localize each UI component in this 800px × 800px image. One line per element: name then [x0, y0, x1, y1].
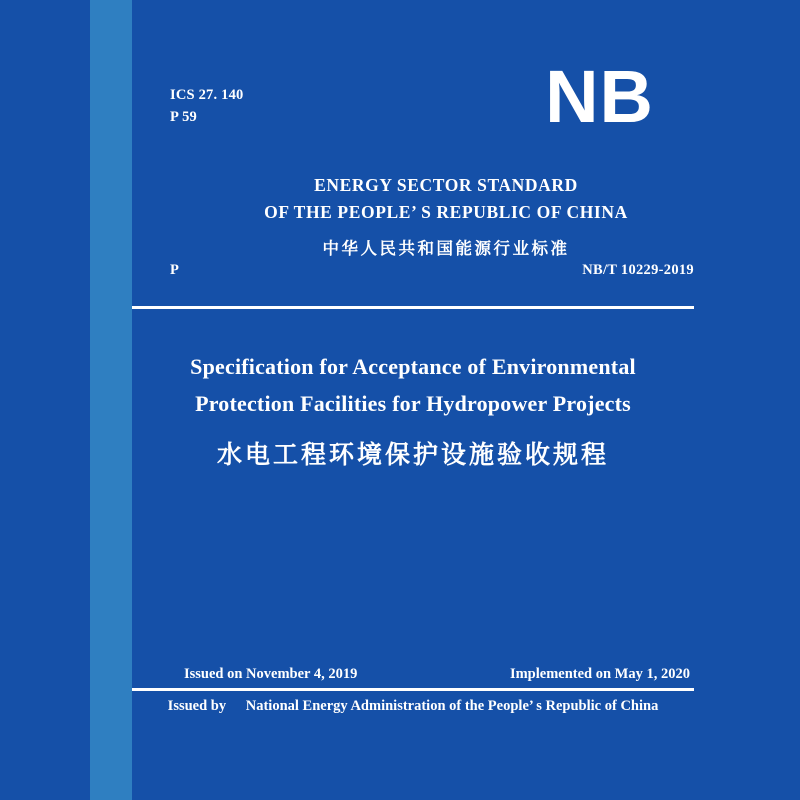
- class-code: P 59: [170, 109, 197, 126]
- divider-bottom: [132, 688, 694, 691]
- title-en-line2: Protection Facilities for Hydropower Projects: [195, 391, 631, 417]
- left-accent-band: [90, 0, 132, 800]
- standard-number: NB/T 10229-2019: [582, 262, 694, 278]
- issued-date: Issued on November 4, 2019: [184, 666, 358, 682]
- classification-codes: [170, 84, 244, 129]
- standard-name-en-line1: ENERGY SECTOR STANDARD: [314, 175, 578, 195]
- issuer-row: [132, 698, 694, 715]
- nb-logo: NB: [545, 55, 654, 138]
- standard-code-row: [132, 262, 760, 284]
- divider-top: [132, 306, 694, 309]
- implemented-date: Implemented on May 1, 2020: [509, 666, 690, 682]
- title-cn: 水电工程环境保护设施验收规程: [216, 439, 609, 469]
- standard-name-en-line2: OF THE PEOPLE’ S REPUBLIC OF CHINA: [264, 202, 628, 223]
- issuer-name: National Energy Administration of the People’ s Republic of China: [245, 698, 659, 714]
- ics-code: ICS 27. 140: [170, 87, 244, 103]
- issued-by-label: Issued by: [167, 698, 227, 714]
- cover-header: [132, 55, 760, 152]
- document-title-block: [132, 348, 760, 471]
- standard-name-cn: 中华人民共和国能源行业标准: [322, 239, 570, 259]
- dates-row: [132, 666, 694, 686]
- title-en-line1: Specification for Acceptance of Environmental: [190, 354, 636, 379]
- standard-authority-block: [132, 172, 760, 259]
- category-letter: P: [170, 262, 179, 278]
